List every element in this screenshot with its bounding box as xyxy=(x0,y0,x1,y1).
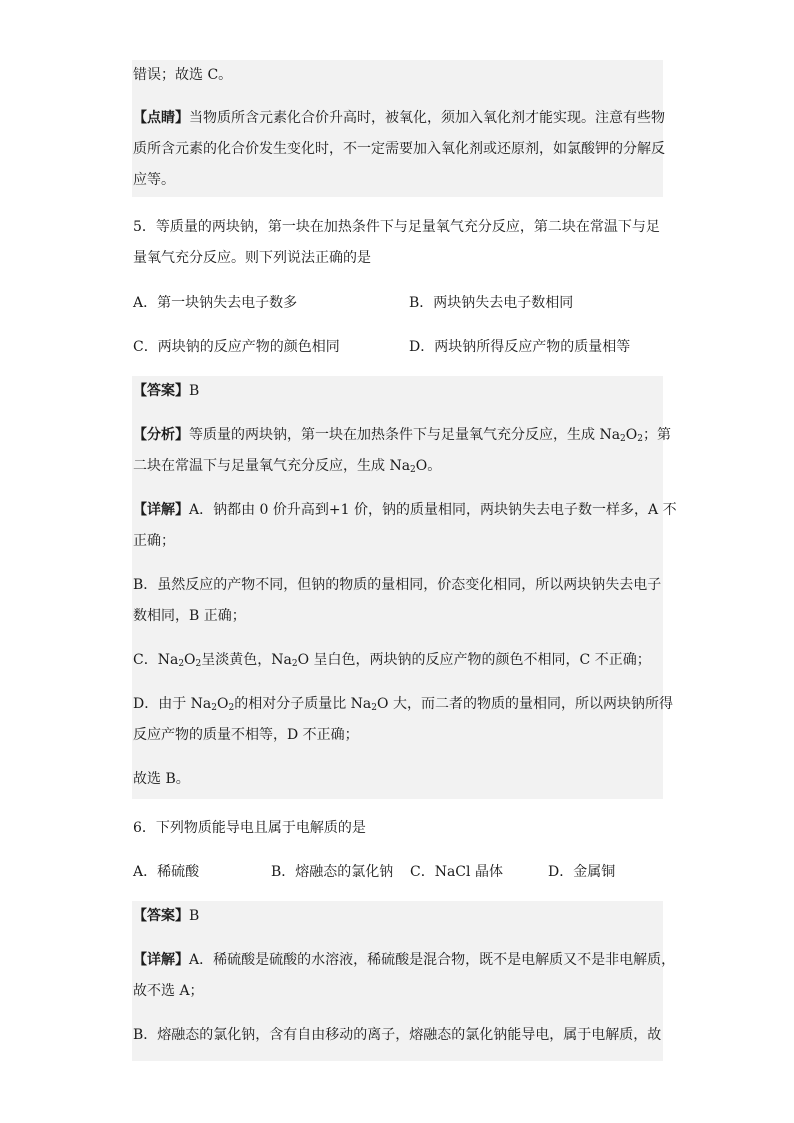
q5-option-b: B．两块钠失去电子数相同 xyxy=(409,295,574,311)
detail-tag: 【详解】 xyxy=(133,952,189,968)
detail-text: D．由于 Na xyxy=(133,696,212,712)
detail-b-line-1: B．熔融态的氯化钠，含有自由移动的离子，熔融态的氯化钠能导电，属于电解质，故 xyxy=(133,1027,662,1043)
subscript: 2 xyxy=(410,465,416,475)
stem-line-2: 量氧气充分反应。则下列说法正确的是 xyxy=(133,250,371,266)
analysis-tag: 【分析】 xyxy=(133,427,189,443)
tip-line-2: 质所含元素的化合价发生变化时，不一定需要加入氧化剂或还原剂，如氯酸钾的分解反 xyxy=(133,141,665,157)
answer-value: B xyxy=(189,908,200,924)
q5-solution-block xyxy=(132,376,677,799)
detail-tag: 【详解】 xyxy=(133,502,189,518)
analysis-line-2 xyxy=(133,451,662,482)
answer-tag: 【答案】 xyxy=(133,383,189,399)
subscript: 2 xyxy=(371,703,378,713)
q6-option-d: D．金属铜 xyxy=(548,864,616,880)
analysis-text: 二块在常温下与足量氧气充分反应，生成 Na xyxy=(133,458,411,474)
detail-text: 的相对分子质量比 Na xyxy=(234,696,372,712)
analysis-line-1 xyxy=(133,420,671,451)
q6-option-c: C．NaCl 晶体 xyxy=(410,864,503,880)
q5-options-row-2 xyxy=(132,332,663,363)
detail-c-line xyxy=(133,645,662,676)
detail-a-line-2: 正确； xyxy=(133,533,175,549)
text-line: 错误；故选 C。 xyxy=(133,67,233,83)
answer-line xyxy=(133,376,662,407)
q6-solution-block xyxy=(132,901,676,1061)
question-6-stem xyxy=(132,813,663,844)
stem-line-1: 5．等质量的两块钠，第一块在加热条件下与足量氧气充分反应，第二块在常温下与足 xyxy=(133,219,660,235)
subscript: 2 xyxy=(228,703,235,713)
question-5-stem xyxy=(132,212,663,274)
detail-text: C．Na xyxy=(133,652,179,668)
detail-text: O 大，而二者的物质的量相同，所以两块钠所得 xyxy=(377,696,673,712)
analysis-text: O。 xyxy=(415,458,442,474)
detail-a-line-1 xyxy=(133,945,676,976)
q6-option-a: A．稀硫酸 xyxy=(133,864,200,880)
detail-text: A．稀硫酸是硫酸的水溶液，稀硫酸是混合物，既不是电解质又不是非电解质， xyxy=(189,952,676,968)
subscript: 2 xyxy=(620,434,626,444)
detail-b-line-2: 数相同，B 正确； xyxy=(133,608,246,624)
stem-line: 6．下列物质能导电且属于电解质的是 xyxy=(133,820,366,836)
tip-line-1 xyxy=(133,103,665,134)
detail-text: A．钠都由 0 价升高到+1 价，钠的质量相同，两块钠失去电子数一样多，A 不 xyxy=(189,502,677,518)
subscript: 2 xyxy=(195,659,202,669)
detail-text: O xyxy=(184,652,196,668)
detail-text: O 呈白色，两块钠的反应产物的颜色不相同，C 不正确； xyxy=(297,652,651,668)
tip-line-3: 应等。 xyxy=(133,172,175,188)
detail-text: O xyxy=(217,696,229,712)
detail-a-line-1 xyxy=(133,495,677,526)
tip-tag: 【点睛】 xyxy=(133,110,189,126)
detail-d-line-2: 反应产物的质量不相等，D 不正确； xyxy=(133,727,359,743)
subscript: 2 xyxy=(211,703,218,713)
tip-text: 当物质所含元素化合价升高时，被氧化，须加入氧化剂才能实现。注意有些物 xyxy=(189,110,665,126)
q6-options-row xyxy=(132,857,663,888)
answer-line xyxy=(133,901,662,932)
analysis-text: 等质量的两块钠，第一块在加热条件下与足量氧气充分反应，生成 Na xyxy=(189,427,621,443)
detail-d-line-1 xyxy=(133,689,673,720)
subscript: 2 xyxy=(637,434,643,444)
detail-a-line-2: 故不选 A； xyxy=(133,983,204,999)
analysis-text: O xyxy=(625,427,638,443)
detail-text: 呈淡黄色，Na xyxy=(201,652,292,668)
analysis-text: ；第 xyxy=(643,427,671,443)
q6-option-b: B．熔融态的氯化钠 xyxy=(271,864,394,880)
explanation-block-prev xyxy=(132,60,663,197)
detail-b-line-1: B．虽然反应的产物不同，但钠的物质的量相同，价态变化相同，所以两块钠失去电子 xyxy=(133,577,662,593)
q5-option-d: D．两块钠所得反应产物的质量相等 xyxy=(409,339,631,355)
q5-option-a: A．第一块钠失去电子数多 xyxy=(133,295,298,311)
answer-tag: 【答案】 xyxy=(133,908,189,924)
q5-options-row-1 xyxy=(132,288,663,319)
subscript: 2 xyxy=(291,659,298,669)
subscript: 2 xyxy=(178,659,185,669)
q5-option-c: C．两块钠的反应产物的颜色相同 xyxy=(133,339,340,355)
answer-value: B xyxy=(189,383,200,399)
conclusion-line: 故选 B。 xyxy=(133,771,190,787)
